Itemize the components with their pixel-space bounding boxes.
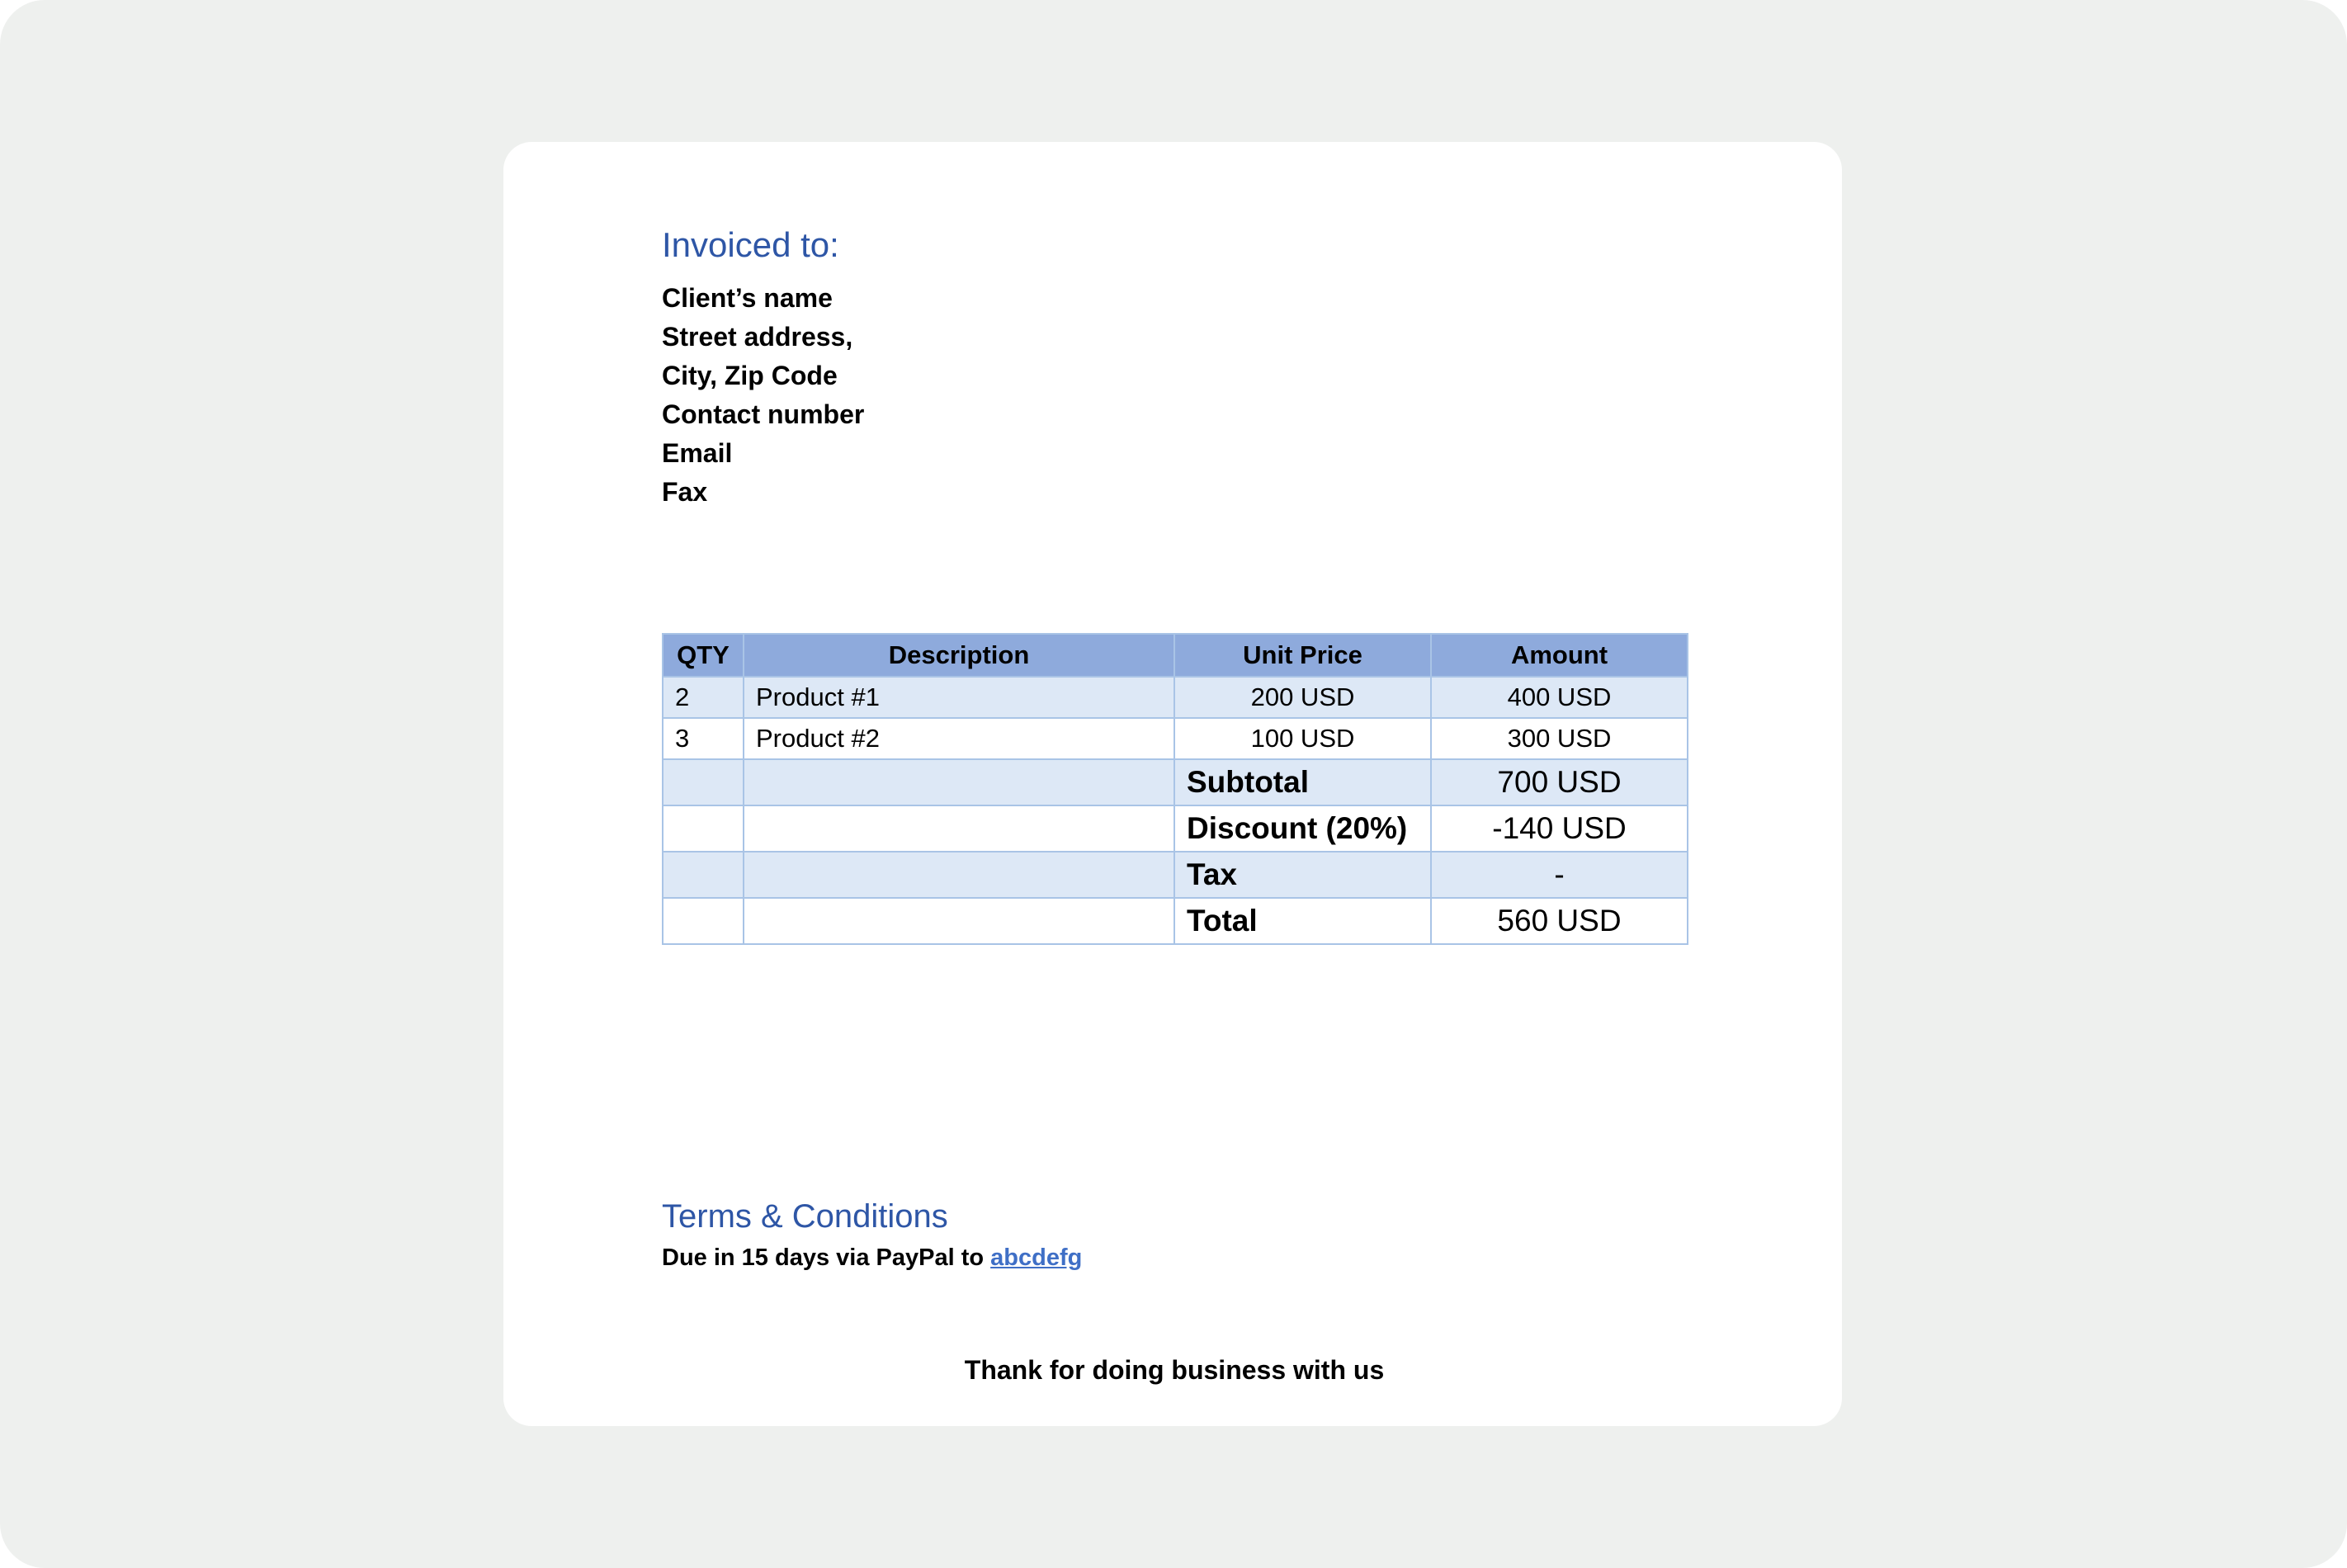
table-row [663,677,1688,718]
tax-label: Tax [1174,852,1431,898]
table-row [663,718,1688,759]
empty-cell [663,805,744,852]
empty-cell [744,805,1174,852]
terms-text [662,1244,1082,1272]
discount-label: Discount (20%) [1174,805,1431,852]
table-header-row [663,634,1688,677]
empty-cell [663,852,744,898]
client-email: Email [662,438,733,469]
discount-value: -140 USD [1431,805,1688,852]
client-fax: Fax [662,477,708,508]
item-amount: 300 USD [1431,718,1688,759]
total-value: 560 USD [1431,898,1688,944]
client-street-address: Street address, [662,322,853,352]
item-unit-price: 100 USD [1174,718,1431,759]
terms-text-prefix: Due in 15 days via PayPal to [662,1244,991,1271]
terms-heading: Terms & Conditions [662,1198,948,1235]
invoice-items-table [662,633,1688,945]
terms-section [662,1197,1082,1272]
total-row [663,898,1688,944]
thank-you-message: Thank for doing business with us [964,1355,1385,1385]
invoice-sheet [503,142,1842,1426]
item-description: Product #2 [744,718,1174,759]
empty-cell [744,898,1174,944]
item-qty: 3 [663,718,744,759]
subtotal-value: 700 USD [1431,759,1688,805]
discount-row [663,805,1688,852]
item-qty: 2 [663,677,744,718]
invoiced-to-heading: Invoiced to: [662,225,839,264]
paypal-link[interactable]: abcdefg [990,1244,1083,1271]
client-details [662,279,1685,512]
empty-cell [744,759,1174,805]
client-name: Client’s name [662,283,833,314]
column-header-amount: Amount [1431,634,1688,677]
item-description: Product #1 [744,677,1174,718]
empty-cell [663,759,744,805]
client-city-zip: City, Zip Code [662,361,838,391]
client-contact-number: Contact number [662,399,865,430]
item-amount: 400 USD [1431,677,1688,718]
subtotal-label: Subtotal [1174,759,1431,805]
subtotal-row [663,759,1688,805]
tax-value: - [1431,852,1688,898]
column-header-qty: QTY [663,634,744,677]
tax-row [663,852,1688,898]
column-header-description: Description [744,634,1174,677]
column-header-unit-price: Unit Price [1174,634,1431,677]
total-label: Total [1174,898,1431,944]
invoice-content [662,224,1685,1385]
empty-cell [744,852,1174,898]
empty-cell [663,898,744,944]
item-unit-price: 200 USD [1174,677,1431,718]
